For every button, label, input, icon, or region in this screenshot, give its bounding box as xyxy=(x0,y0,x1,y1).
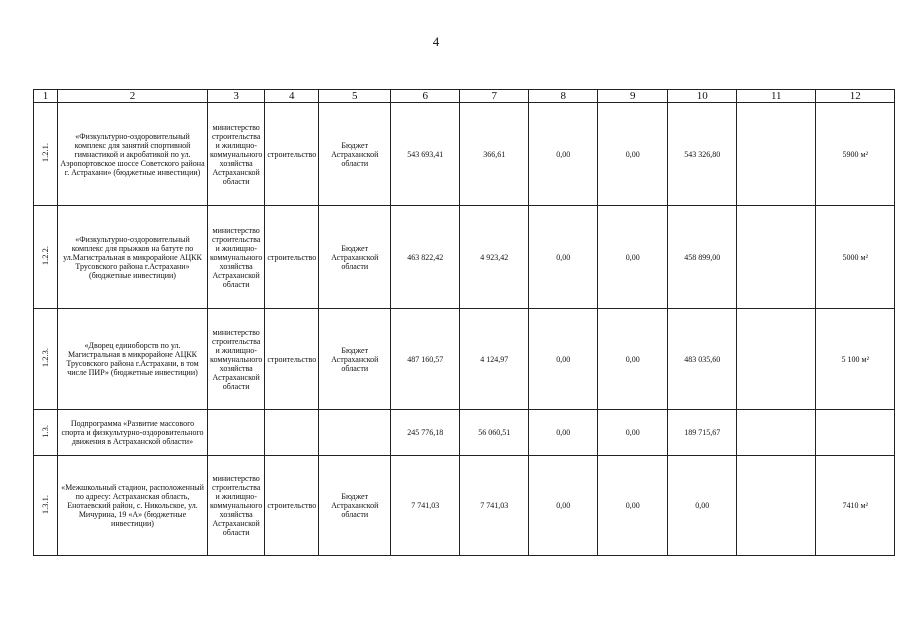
value-col-10: 543 326,80 xyxy=(668,103,737,206)
value-col-8: 0,00 xyxy=(529,206,598,309)
value-col-9: 0,00 xyxy=(598,309,668,410)
value-col-11 xyxy=(737,410,816,456)
value-col-7: 4 923,42 xyxy=(460,206,529,309)
table-row xyxy=(34,103,895,206)
work-type: строительство xyxy=(265,309,319,410)
row-number: 1.3.1. xyxy=(40,494,50,515)
work-type xyxy=(265,410,319,456)
value-col-11 xyxy=(737,103,816,206)
col-header-4: 4 xyxy=(265,90,319,103)
area-value: 7410 м² xyxy=(816,456,895,556)
col-header-5: 5 xyxy=(319,90,391,103)
value-col-6: 7 741,03 xyxy=(391,456,460,556)
value-col-10: 0,00 xyxy=(668,456,737,556)
executor: министерство строительства и жилищно-коммунального хозяйства Астраханской области xyxy=(208,206,265,309)
object-name: «Дворец единоборств по ул. Магистральная в микрорайоне АЦКК Трусовского района г.Астрахани, в том числе ПИР» (бюджетные инвестиции) xyxy=(58,309,208,410)
object-name: Подпрограмма «Развитие массового спорта и физкультурно-оздоровительного движения в Астраханской области» xyxy=(58,410,208,456)
value-col-11 xyxy=(737,456,816,556)
area-value: 5000 м² xyxy=(816,206,895,309)
table-row xyxy=(34,410,895,456)
col-header-10: 10 xyxy=(668,90,737,103)
funding-source: Бюджет Астраханской области xyxy=(319,456,391,556)
work-type: строительство xyxy=(265,206,319,309)
value-col-10: 458 899,00 xyxy=(668,206,737,309)
table-row xyxy=(34,206,895,309)
value-col-9: 0,00 xyxy=(598,206,668,309)
area-value: 5 100 м² xyxy=(816,309,895,410)
budget-table xyxy=(33,89,895,556)
funding-source: Бюджет Астраханской области xyxy=(319,309,391,410)
funding-source: Бюджет Астраханской области xyxy=(319,103,391,206)
value-col-11 xyxy=(737,309,816,410)
row-number: 1.2.1. xyxy=(40,143,50,163)
object-name: «Физкультурно-оздоровительный комплекс для занятий спортивной гимнастикой и акробатикой по ул. Аэропортовское шоссе Советского района г. Астрахани» (бюджетные инвестиции) xyxy=(58,103,208,206)
value-col-6: 487 160,57 xyxy=(391,309,460,410)
col-header-3: 3 xyxy=(208,90,265,103)
col-header-1: 1 xyxy=(34,90,58,103)
executor: министерство строительства и жилищно-коммунального хозяйства Астраханской области xyxy=(208,103,265,206)
col-header-2: 2 xyxy=(58,90,208,103)
area-value: 5900 м² xyxy=(816,103,895,206)
value-col-6: 543 693,41 xyxy=(391,103,460,206)
header-row xyxy=(34,90,895,103)
object-name: «Межшкольный стадион, расположенный по адресу: Астраханская область, Енотаевский район, с. Никольское, ул. Мичурина, 19 «А» (бюджетные инвестиции) xyxy=(58,456,208,556)
row-number: 1.2.2. xyxy=(40,246,50,266)
value-col-7: 56 060,51 xyxy=(460,410,529,456)
value-col-7: 4 124,97 xyxy=(460,309,529,410)
col-header-7: 7 xyxy=(460,90,529,103)
executor: министерство строительства и жилищно-коммунального хозяйства Астраханской области xyxy=(208,456,265,556)
funding-source xyxy=(319,410,391,456)
value-col-7: 366,61 xyxy=(460,103,529,206)
value-col-9: 0,00 xyxy=(598,456,668,556)
object-name: «Физкультурно-оздоровительный комплекс для прыжков на батуте по ул.Магистральная в микрорайоне АЦКК Трусовского района г.Астрахани» (бюджетные инвестиции) xyxy=(58,206,208,309)
row-number-cell xyxy=(34,456,58,556)
value-col-10: 483 035,60 xyxy=(668,309,737,410)
col-header-11: 11 xyxy=(737,90,816,103)
row-number-cell xyxy=(34,206,58,309)
value-col-9: 0,00 xyxy=(598,410,668,456)
value-col-8: 0,00 xyxy=(529,410,598,456)
page-number: 4 xyxy=(432,34,440,49)
value-col-10: 189 715,67 xyxy=(668,410,737,456)
row-number-cell xyxy=(34,103,58,206)
row-number-cell xyxy=(34,309,58,410)
value-col-8: 0,00 xyxy=(529,309,598,410)
value-col-6: 245 776,18 xyxy=(391,410,460,456)
value-col-6: 463 822,42 xyxy=(391,206,460,309)
row-number-cell xyxy=(34,410,58,456)
value-col-7: 7 741,03 xyxy=(460,456,529,556)
work-type: строительство xyxy=(265,456,319,556)
table-row xyxy=(34,456,895,556)
row-number: 1.3. xyxy=(40,425,50,438)
executor xyxy=(208,410,265,456)
col-header-12: 12 xyxy=(816,90,895,103)
value-col-8: 0,00 xyxy=(529,456,598,556)
value-col-11 xyxy=(737,206,816,309)
col-header-8: 8 xyxy=(529,90,598,103)
area-value xyxy=(816,410,895,456)
col-header-9: 9 xyxy=(598,90,668,103)
row-number: 1.2.3. xyxy=(40,348,50,368)
value-col-9: 0,00 xyxy=(598,103,668,206)
executor: министерство строительства и жилищно-коммунального хозяйства Астраханской области xyxy=(208,309,265,410)
value-col-8: 0,00 xyxy=(529,103,598,206)
work-type: строительство xyxy=(265,103,319,206)
col-header-6: 6 xyxy=(391,90,460,103)
funding-source: Бюджет Астраханской области xyxy=(319,206,391,309)
table-row xyxy=(34,309,895,410)
